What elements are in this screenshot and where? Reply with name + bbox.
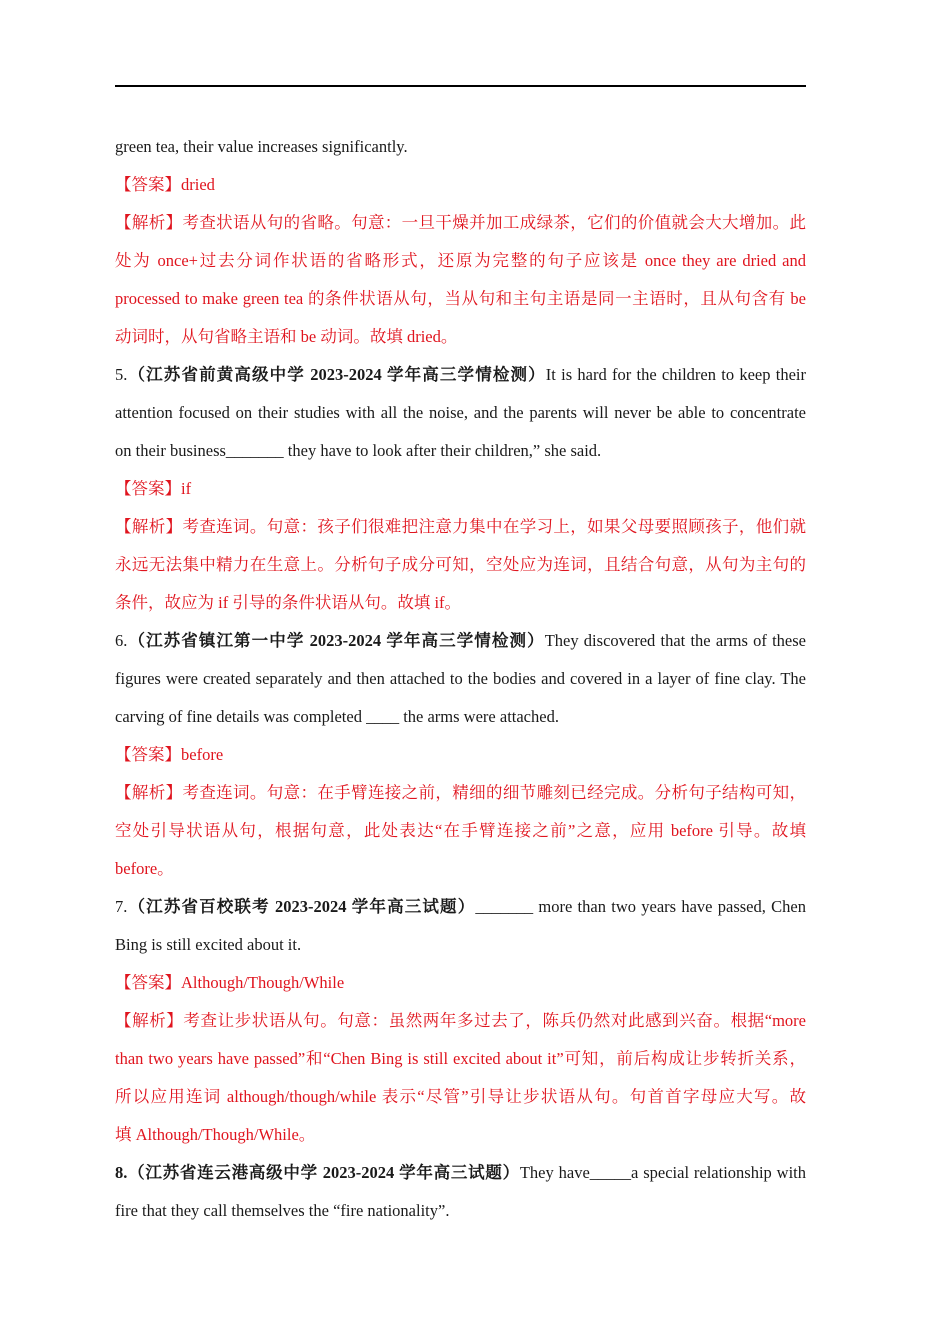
answer-value: if [181, 479, 192, 498]
question-line [115, 1154, 806, 1192]
question-text: Bing is still excited about it. [115, 935, 302, 954]
analysis-line [115, 1002, 806, 1040]
analysis-line [115, 1078, 806, 1116]
answer-value: Although/Though/While [181, 973, 345, 992]
analysis-text: 填 Although/Though/While。 [115, 1125, 316, 1144]
question-text: fire that they call themselves the “fire nationality”. [115, 1201, 450, 1220]
question-text: They have_____a special relationship with [519, 1163, 807, 1182]
question-text: on their business_______ they have to look after their children,” she said. [115, 441, 602, 460]
analysis-line [115, 508, 806, 546]
question-number: 5. [115, 365, 128, 384]
answer-value: dried [181, 175, 215, 194]
analysis-line [115, 318, 806, 356]
analysis-line [115, 850, 806, 888]
analysis-line [115, 546, 806, 584]
question-text: attention focused on their studies with all the noise, and the parents will never be able to concentrate [115, 403, 806, 422]
question-line [115, 698, 806, 736]
answer-line [115, 166, 806, 204]
question-line [115, 356, 806, 394]
analysis-line [115, 1116, 806, 1154]
analysis-text: 考查连词。句意：孩子们很难把注意力集中在学习上，如果父母要照顾孩子，他们就 [182, 517, 807, 536]
question-number: 7. [115, 897, 128, 916]
analysis-line [115, 242, 806, 280]
answer-line [115, 736, 806, 774]
question-line [115, 1192, 806, 1230]
analysis-line [115, 812, 806, 850]
question-line [115, 926, 806, 964]
analysis-text: 动词时，从句省略主语和 be 动词。故填 dried。 [115, 327, 458, 346]
question-text: They discovered that the arms of these [544, 631, 806, 650]
analysis-line [115, 280, 806, 318]
analysis-text: 考查状语从句的省略。句意：一旦干燥并加工成绿茶，它们的价值就会大大增加。此 [182, 213, 807, 232]
answer-label: 【答案】 [115, 745, 181, 764]
analysis-label: 【解析】 [115, 783, 183, 802]
question-text: carving of fine details was completed ____ the arms were attached. [115, 707, 559, 726]
analysis-text: 考查让步状语从句。句意：虽然两年多过去了，陈兵仍然对此感到兴奋。根据“more [183, 1011, 807, 1030]
question-text: It is hard for the children to keep their [545, 365, 807, 384]
header-rule [115, 85, 806, 87]
analysis-text: 条件，故应为 if 引导的条件状语从句。故填 if。 [115, 593, 462, 612]
analysis-label: 【解析】 [115, 213, 183, 232]
analysis-text: 空处引导状语从句，根据句意，此处表达“在手臂连接之前”之意，应用 before 引导。故填 [115, 821, 806, 840]
question-source: （江苏省镇江第一中学 2023-2024 学年高三学情检测） [127, 631, 545, 650]
question-number: 6. [115, 631, 128, 650]
question-line [115, 888, 806, 926]
answer-line [115, 964, 806, 1002]
document-body [115, 128, 806, 1230]
analysis-line [115, 204, 806, 242]
analysis-text: 永远无法集中精力在生意上。分析句子成分可知，空处应为连词，且结合句意，从句为主句的 [115, 555, 806, 574]
analysis-text: 处为 once+过去分词作状语的省略形式，还原为完整的句子应该是 once they are dried and [115, 251, 806, 270]
question-line [115, 660, 806, 698]
question-text: _______ more than two years have passed, Chen [475, 897, 806, 916]
analysis-text: before。 [115, 859, 174, 878]
question-line [115, 432, 806, 470]
question-source: （江苏省前黄高级中学 2023-2024 学年高三学情检测） [127, 365, 546, 384]
question-number: 8. [115, 1163, 128, 1182]
answer-label: 【答案】 [115, 175, 181, 194]
answer-label: 【答案】 [115, 479, 181, 498]
question-source: （江苏省连云港高级中学 2023-2024 学年高三试题） [127, 1163, 520, 1182]
analysis-text: 所以应用连词 although/though/while 表示“尽管”引导让步状语从句。句首首字母应大写。故 [115, 1087, 806, 1106]
question-line [115, 394, 806, 432]
question-source: （江苏省百校联考 2023-2024 学年高三试题） [127, 897, 476, 916]
question-text: figures were created separately and then attached to the bodies and covered in a layer of fine clay. The [115, 669, 806, 688]
analysis-text: 考查连词。句意：在手臂连接之前，精细的细节雕刻已经完成。分析句子结构可知， [182, 783, 807, 802]
answer-label: 【答案】 [115, 973, 181, 992]
analysis-line [115, 584, 806, 622]
analysis-line [115, 774, 806, 812]
analysis-text: than two years have passed”和“Chen Bing is still excited about it”可知，前后构成让步转折关系， [115, 1049, 806, 1068]
question-line [115, 622, 806, 660]
analysis-label: 【解析】 [115, 517, 183, 536]
analysis-label: 【解析】 [115, 1011, 184, 1030]
answer-value: before [181, 745, 224, 764]
analysis-line [115, 1040, 806, 1078]
text-line: green tea, their value increases significantly. [115, 137, 408, 156]
answer-line [115, 470, 806, 508]
analysis-text: processed to make green tea 的条件状语从句，当从句和主句主语是同一主语时，且从句含有 be [115, 289, 806, 308]
